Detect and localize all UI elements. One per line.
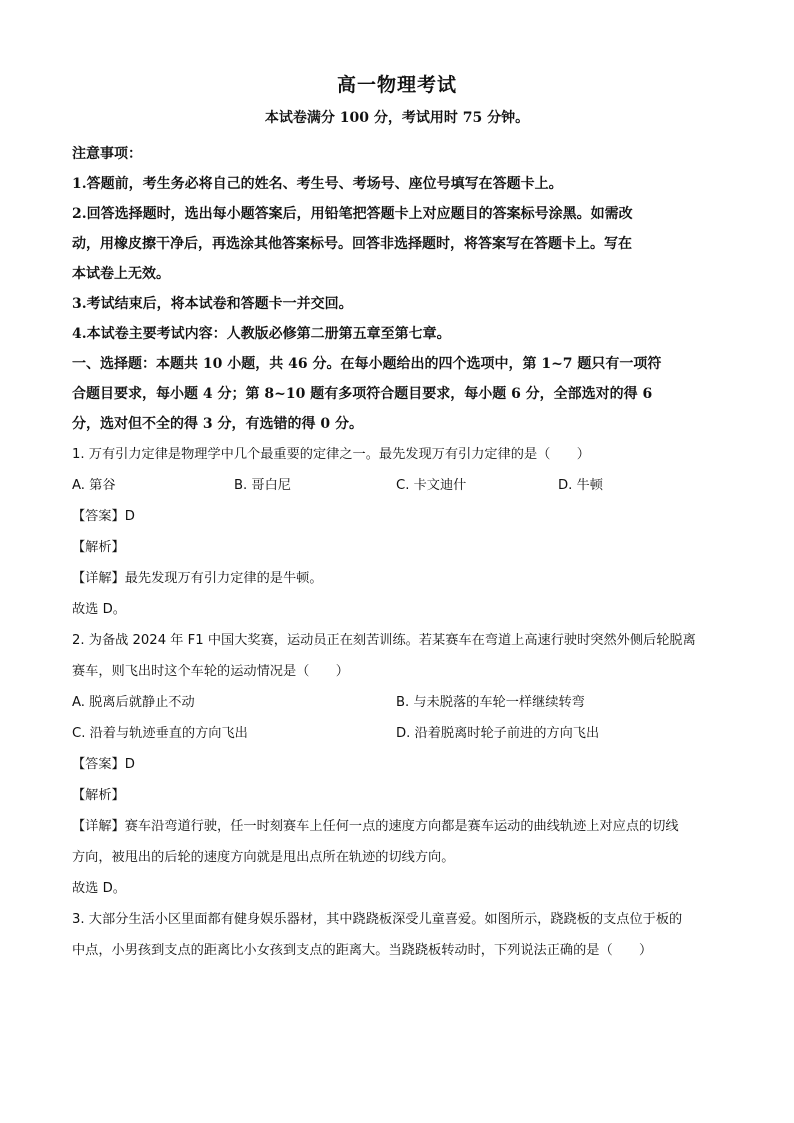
question-stem: 1. 万有引力定律是物理学中几个最重要的定律之一。最先发现万有引力定律的是（ ） [72,447,590,462]
conclusion-line: 故选 D。 [72,881,126,896]
question-1 [72,439,722,625]
question-stem: 3. 大部分生活小区里面都有健身娱乐器材，其中跷跷板深受儿童喜爱。如图所示，跷跷板的支点位于板的 [72,912,683,927]
notice-line: 4.本试卷主要考试内容：人教版必修第二册第五章至第七章。 [72,326,451,342]
answer-line: 【答案】D [72,757,135,772]
question-options [72,470,722,501]
detail-line: 方向，被甩出的后轮的速度方向就是甩出点所在轨迹的切线方向。 [72,850,455,865]
question-3 [72,904,722,966]
page-title: 高一物理考试 [336,74,457,96]
answer-line: 【答案】D [72,509,135,524]
option-b: B. 与未脱落的车轮一样继续转弯 [396,695,585,710]
section-instructions [72,349,722,439]
detail-line: 【详解】赛车沿弯道行驶，任一时刻赛车上任何一点的速度方向都是赛车运动的曲线轨迹上对应点的切线 [72,819,679,834]
option-a: A. 脱离后就静止不动 [72,695,195,710]
option-d: D. 牛顿 [558,478,603,493]
question-stem: 2. 为备战 2024 年 F1 中国大奖赛，运动员正在刻苦训练。若某赛车在弯道上高速行驶时突然外侧后轮脱离 [72,633,696,648]
option-d: D. 沿着脱离时轮子前进的方向飞出 [396,726,600,741]
notice-line: 1.答题前，考生务必将自己的姓名、考生号、考场号、座位号填写在答题卡上。 [72,176,563,192]
notice-line: 3.考试结束后，将本试卷和答题卡一并交回。 [72,296,353,312]
section-line: 一、选择题：本题共 10 小题，共 46 分。在每小题给出的四个选项中，第 1~7 题只有一项符 [72,356,662,372]
question-2 [72,625,722,904]
section-line: 分，选对但不全的得 3 分，有选错的得 0 分。 [72,416,363,432]
question-options [72,687,722,749]
section-line: 合题目要求，每小题 4 分；第 8~10 题有多项符合题目要求，每小题 6 分，全部选对的得 6 [72,386,653,402]
question-stem: 赛车，则飞出时这个车轮的运动情况是（ ） [72,664,349,679]
conclusion-line: 故选 D。 [72,602,126,617]
notice-section [72,139,722,349]
analysis-heading: 【解析】 [72,540,125,555]
analysis-heading: 【解析】 [72,788,125,803]
question-stem: 中点，小男孩到支点的距离比小女孩到支点的距离大。当跷跷板转动时，下列说法正确的是（ ） [72,943,653,958]
notice-line: 本试卷上无效。 [72,266,170,282]
exam-page [72,70,722,966]
notice-line: 动，用橡皮擦干净后，再选涂其他答案标号。回答非选择题时，将答案写在答题卡上。写在 [72,236,632,252]
notice-heading: 注意事项： [72,146,142,162]
detail-line: 【详解】最先发现万有引力定律的是牛顿。 [72,571,323,586]
option-c: C. 沿着与轨迹垂直的方向飞出 [72,726,248,741]
option-b: B. 哥白尼 [234,478,291,493]
page-subtitle: 本试卷满分 100 分，考试用时 75 分钟。 [264,110,530,126]
option-a: A. 第谷 [72,478,116,493]
notice-line: 2.回答选择题时，选出每小题答案后，用铅笔把答题卡上对应题目的答案标号涂黑。如需改 [72,206,633,222]
option-c: C. 卡文迪什 [396,478,467,493]
